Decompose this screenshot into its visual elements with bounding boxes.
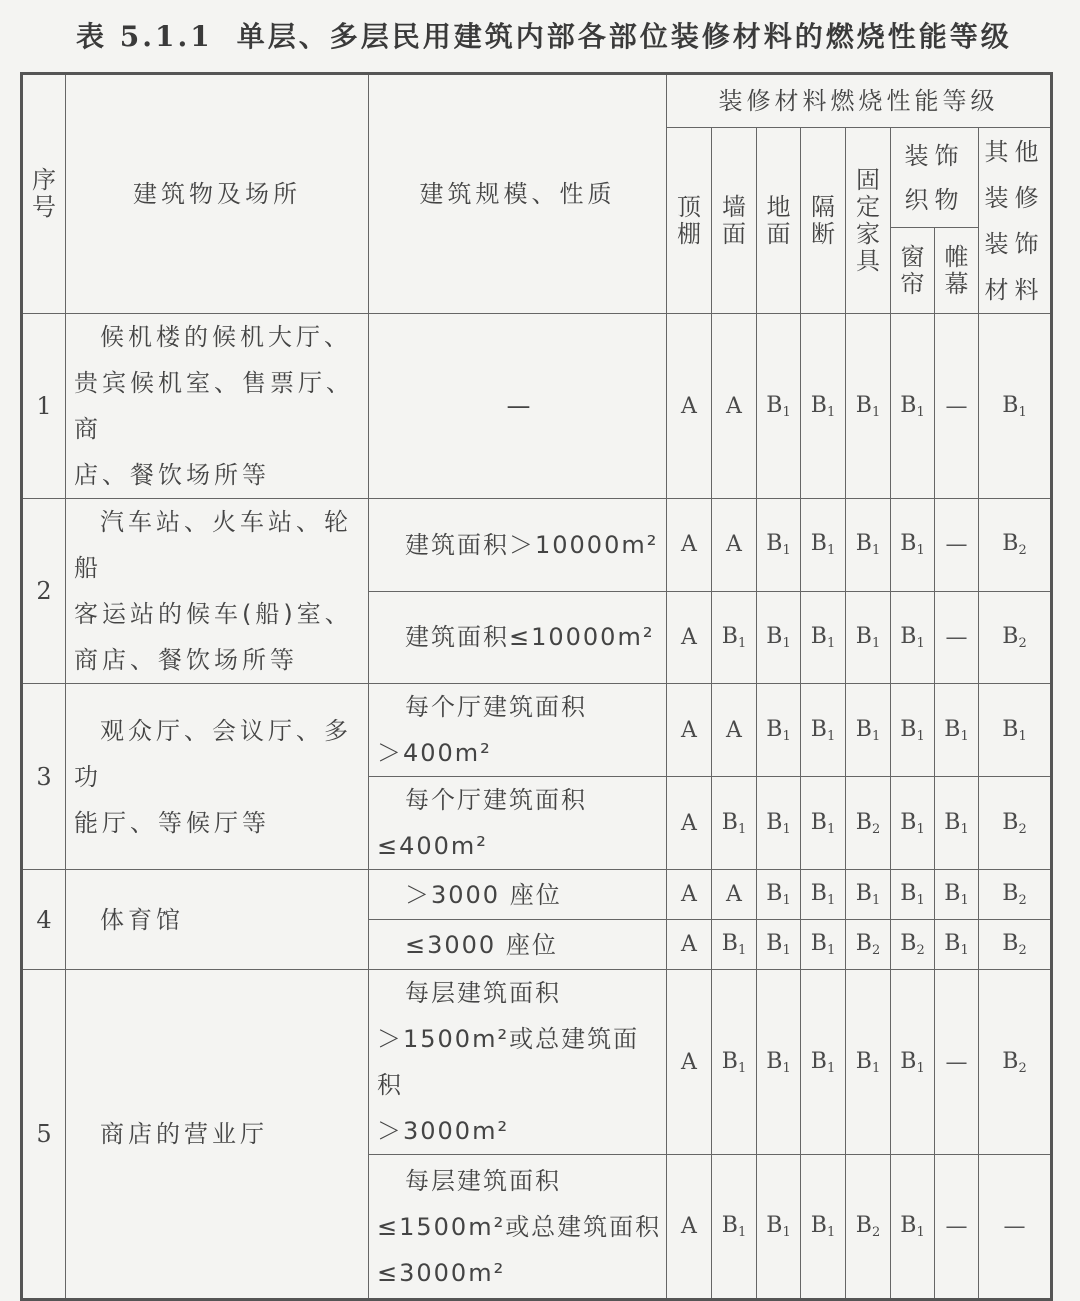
grade-cell: $B_2$ [846, 1155, 891, 1300]
grade-cell: A [667, 591, 712, 684]
scale-line: 建筑面积＞10000m² [405, 530, 659, 559]
row-scale [369, 970, 667, 1155]
grade-cell: $B_1$ [801, 499, 846, 592]
grade-cell: $B_1$ [757, 591, 801, 684]
fire-rating-table [20, 72, 1053, 1301]
grade-cell: A [667, 684, 712, 777]
row-scale [369, 591, 667, 684]
row-place [66, 870, 369, 970]
grade-cell: $B_1$ [712, 1155, 757, 1300]
grade-cell: A [667, 920, 712, 970]
grade-cell: $B_1$ [757, 1155, 801, 1300]
header-row-1 [22, 74, 1052, 128]
scale-line: ＞1500m²或总建筑面积 [377, 1025, 640, 1099]
scale-line: ≤3000 座位 [405, 930, 558, 959]
header-drape: 帷 幕 [935, 228, 979, 314]
grade-cell: — [935, 499, 979, 592]
place-line: 店、餐饮场所等 [74, 461, 270, 489]
table-row [22, 970, 1052, 1155]
grade-cell: — [979, 1155, 1052, 1300]
grade-cell: $B_1$ [846, 314, 891, 499]
grade-cell: $B_1$ [935, 870, 979, 920]
grade-cell: $B_1$ [891, 499, 935, 592]
grade-cell: $B_1$ [891, 870, 935, 920]
table-number: 表 5.1.1 [76, 20, 213, 53]
grade-cell: A [712, 499, 757, 592]
grade-cell: $B_1$ [891, 684, 935, 777]
grade-cell: $B_2$ [979, 591, 1052, 684]
header-furniture: 固 定 家 具 [846, 128, 891, 314]
grade-cell: $B_1$ [757, 777, 801, 870]
grade-cell: $B_2$ [979, 970, 1052, 1155]
header-floor: 地 面 [757, 128, 801, 314]
header-seq: 序 号 [22, 74, 66, 314]
grade-cell: $B_1$ [891, 970, 935, 1155]
row-seq: 3 [22, 684, 66, 870]
row-place [66, 314, 369, 499]
grade-cell: $B_1$ [712, 591, 757, 684]
grade-cell: — [935, 970, 979, 1155]
header-curtain: 窗 帘 [891, 228, 935, 314]
row-place [66, 684, 369, 870]
grade-cell: $B_1$ [935, 684, 979, 777]
grade-cell: A [667, 870, 712, 920]
table-row [22, 684, 1052, 777]
grade-cell: $B_2$ [891, 920, 935, 970]
grade-cell: A [667, 777, 712, 870]
scale-line: ＞3000 座位 [405, 880, 562, 909]
scale-line: 每个厅建筑面积 [405, 786, 587, 814]
grade-cell: $B_2$ [979, 499, 1052, 592]
table-row [22, 314, 1052, 499]
row-seq: 2 [22, 499, 66, 684]
row-seq: 4 [22, 870, 66, 970]
grade-cell: A [712, 684, 757, 777]
grade-cell: $B_1$ [801, 920, 846, 970]
grade-cell: — [935, 1155, 979, 1300]
header-place: 建筑物及场所 [66, 74, 369, 314]
grade-cell: A [667, 970, 712, 1155]
place-line: 贵宾候机室、售票厅、商 [74, 369, 354, 443]
row-scale [369, 499, 667, 592]
scale-line: 每层建筑面积 [405, 979, 561, 1007]
place-line: 候机楼的候机大厅、 [100, 323, 352, 351]
grade-cell: $B_1$ [846, 499, 891, 592]
grade-cell: $B_2$ [846, 777, 891, 870]
grade-cell: A [712, 314, 757, 499]
row-place [66, 499, 369, 684]
grade-cell: $B_1$ [712, 970, 757, 1155]
grade-cell: $B_1$ [979, 314, 1052, 499]
place-line: 客运站的候车(船)室、 [74, 600, 353, 628]
place-line: 体育馆 [100, 905, 184, 934]
table-row [22, 870, 1052, 920]
row-seq: 1 [22, 314, 66, 499]
grade-cell: $B_1$ [757, 870, 801, 920]
grade-cell: $B_1$ [891, 591, 935, 684]
grade-cell: A [712, 870, 757, 920]
grade-cell: $B_1$ [801, 591, 846, 684]
scale-line: 建筑面积≤10000m² [405, 623, 655, 652]
grade-cell: $B_1$ [801, 314, 846, 499]
grade-cell: $B_1$ [935, 920, 979, 970]
grade-cell: $B_2$ [979, 777, 1052, 870]
scale-line: ≤3000m² [377, 1258, 506, 1287]
grade-cell: $B_1$ [979, 684, 1052, 777]
grade-cell: A [667, 499, 712, 592]
row-seq: 5 [22, 970, 66, 1300]
header-scale: 建筑规模、性质 [369, 74, 667, 314]
grade-cell: $B_1$ [801, 777, 846, 870]
place-line: 商店的营业厅 [100, 1120, 268, 1148]
grade-cell: $B_1$ [801, 870, 846, 920]
grade-cell: $B_1$ [757, 970, 801, 1155]
row-scale [369, 870, 667, 920]
grade-cell: $B_1$ [757, 499, 801, 592]
grade-cell: $B_2$ [979, 920, 1052, 970]
row-place [66, 970, 369, 1300]
place-line: 观众厅、会议厅、多功 [74, 716, 352, 791]
place-line: 商店、餐饮场所等 [74, 646, 298, 674]
grade-cell: $B_1$ [801, 684, 846, 777]
row-scale [369, 314, 667, 499]
grade-cell: $B_1$ [712, 777, 757, 870]
grade-cell: $B_1$ [846, 870, 891, 920]
table-row [22, 499, 1052, 592]
grade-cell: $B_1$ [801, 970, 846, 1155]
grade-cell: $B_1$ [712, 920, 757, 970]
grade-cell: $B_1$ [846, 591, 891, 684]
grade-cell: — [935, 591, 979, 684]
header-ceiling: 顶 棚 [667, 128, 712, 314]
grade-cell: $B_1$ [891, 777, 935, 870]
grade-cell: $B_1$ [757, 684, 801, 777]
header-other: 其他 装修 装饰 材料 [979, 128, 1052, 314]
table-title [76, 14, 1056, 64]
scale-line: ＞3000m² [377, 1117, 510, 1145]
grade-cell: $B_1$ [757, 314, 801, 499]
grade-cell: $B_1$ [891, 1155, 935, 1300]
grade-cell: A [667, 1155, 712, 1300]
scale-line: 每个厅建筑面积 [405, 693, 587, 721]
header-partition: 隔 断 [801, 128, 846, 314]
place-line: 能厅、等候厅等 [74, 808, 270, 837]
grade-cell: A [667, 314, 712, 499]
table-title-text: 单层、多层民用建筑内部各部位装修材料的燃烧性能等级 [236, 20, 1012, 53]
grade-cell: $B_1$ [846, 684, 891, 777]
grade-cell: $B_1$ [846, 970, 891, 1155]
grade-cell: $B_2$ [979, 870, 1052, 920]
place-line: 汽车站、火车站、轮船 [74, 508, 352, 582]
header-grade-group: 装修材料燃烧性能等级 [667, 74, 1052, 128]
grade-cell: $B_2$ [846, 920, 891, 970]
grade-cell: $B_1$ [801, 1155, 846, 1300]
scale-line: ≤400m² [377, 832, 488, 860]
grade-cell: $B_1$ [935, 777, 979, 870]
row-scale [369, 684, 667, 777]
header-wall: 墙 面 [712, 128, 757, 314]
row-scale [369, 777, 667, 870]
row-scale [369, 1155, 667, 1300]
scale-line: ≤1500m²或总建筑面积 [377, 1212, 662, 1241]
grade-cell: — [935, 314, 979, 499]
row-scale [369, 920, 667, 970]
header-fabric: 装饰 织物 [891, 128, 979, 228]
grade-cell: $B_1$ [891, 314, 935, 499]
grade-cell: $B_1$ [757, 920, 801, 970]
scale-line: 每层建筑面积 [405, 1166, 561, 1195]
scale-line: — [506, 392, 533, 420]
scale-line: ＞400m² [377, 739, 492, 767]
